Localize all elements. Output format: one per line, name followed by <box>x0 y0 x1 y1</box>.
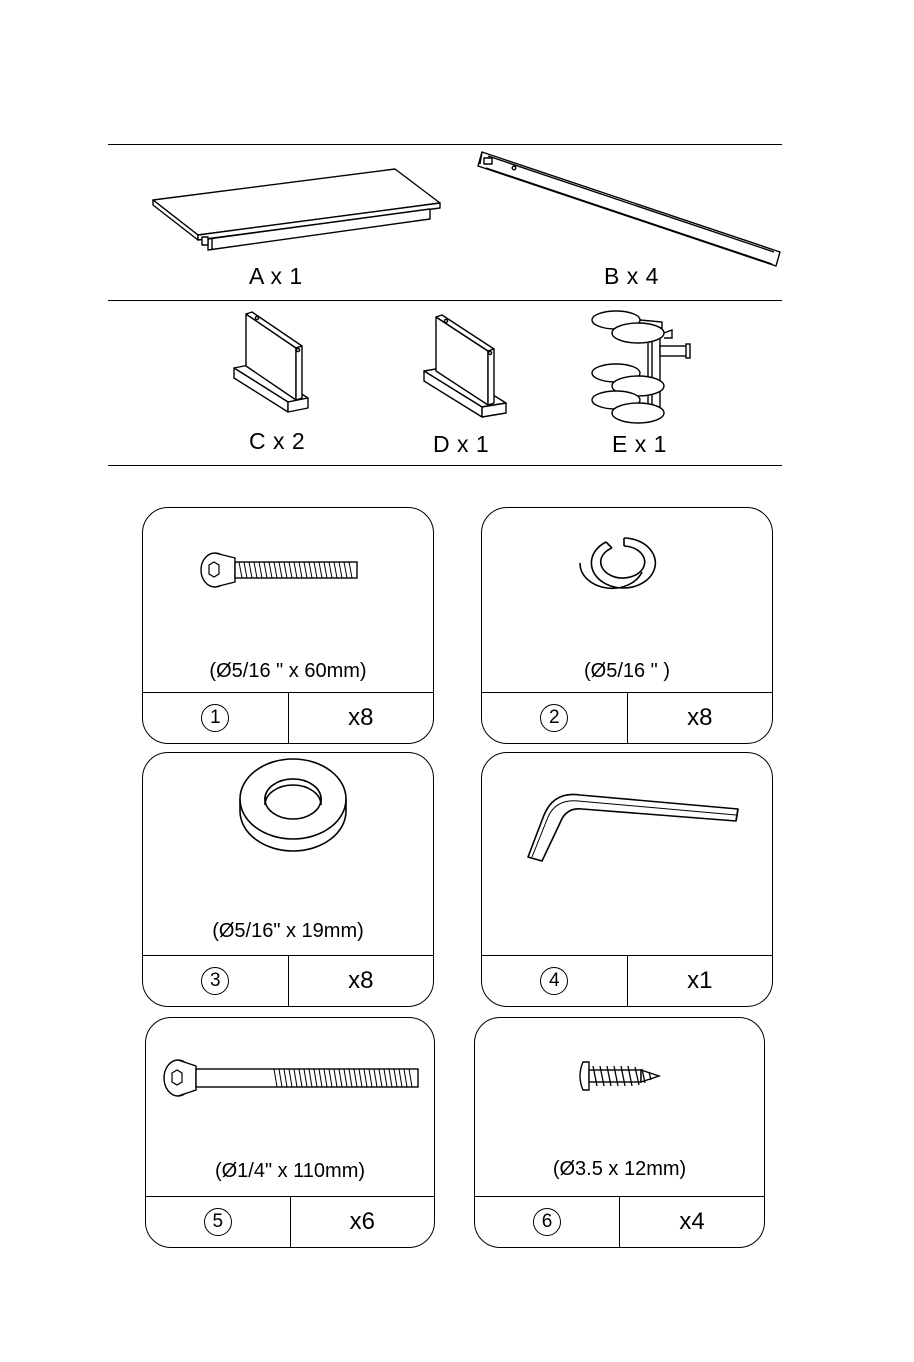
hardware-qty-3: x8 <box>288 956 434 1006</box>
hardware-footer-1 <box>143 692 433 743</box>
hardware-number-4: 4 <box>540 967 568 995</box>
rail-b-icon <box>474 148 786 270</box>
hardware-footer-2 <box>482 692 772 743</box>
ring-holder-e-icon <box>588 308 698 426</box>
hardware-card-1 <box>142 507 434 744</box>
hardware-number-6: 6 <box>533 1208 561 1236</box>
hardware-qty-2: x8 <box>627 693 773 743</box>
hardware-footer-5 <box>146 1196 434 1247</box>
hardware-card-2 <box>481 507 773 744</box>
divider-bottom <box>108 465 782 466</box>
flat-washer-icon <box>143 753 434 943</box>
hardware-qty-1: x8 <box>288 693 434 743</box>
hardware-number-3: 3 <box>201 967 229 995</box>
part-c-label: C x 2 <box>249 428 306 454</box>
hardware-qty-6: x4 <box>619 1197 764 1247</box>
hardware-card-5 <box>145 1017 435 1248</box>
part-a-label: A x 1 <box>249 263 303 289</box>
bracket-d-icon <box>420 313 510 421</box>
hardware-number-2: 2 <box>540 704 568 732</box>
hardware-footer-4 <box>482 955 772 1006</box>
allen-key-icon <box>482 753 773 943</box>
hardware-qty-4: x1 <box>627 956 773 1006</box>
hardware-card-6 <box>474 1017 765 1248</box>
hardware-footer-3 <box>143 955 433 1006</box>
hardware-spec-2: (Ø5/16 " ) <box>583 660 670 682</box>
hardware-spec-3: (Ø5/16" x 19mm) <box>212 920 364 942</box>
hardware-number-5: 5 <box>204 1208 232 1236</box>
hardware-number-1: 1 <box>201 704 229 732</box>
hardware-card-3 <box>142 752 434 1007</box>
panel-a-icon <box>150 165 445 255</box>
part-b-label: B x 4 <box>604 263 659 289</box>
hardware-qty-5: x6 <box>290 1197 435 1247</box>
hardware-spec-1: (Ø5/16 " x 60mm) <box>209 660 367 682</box>
hardware-spec-5: (Ø1/4" x 110mm) <box>214 1160 366 1182</box>
hardware-card-4 <box>481 752 773 1007</box>
part-d-label: D x 1 <box>433 431 490 457</box>
bracket-c-icon <box>230 310 315 418</box>
hardware-footer-6 <box>475 1196 764 1247</box>
hardware-spec-6: (Ø3.5 x 12mm) <box>552 1158 687 1180</box>
divider-middle <box>108 300 782 301</box>
divider-top <box>108 144 782 145</box>
part-e-label: E x 1 <box>612 431 667 457</box>
